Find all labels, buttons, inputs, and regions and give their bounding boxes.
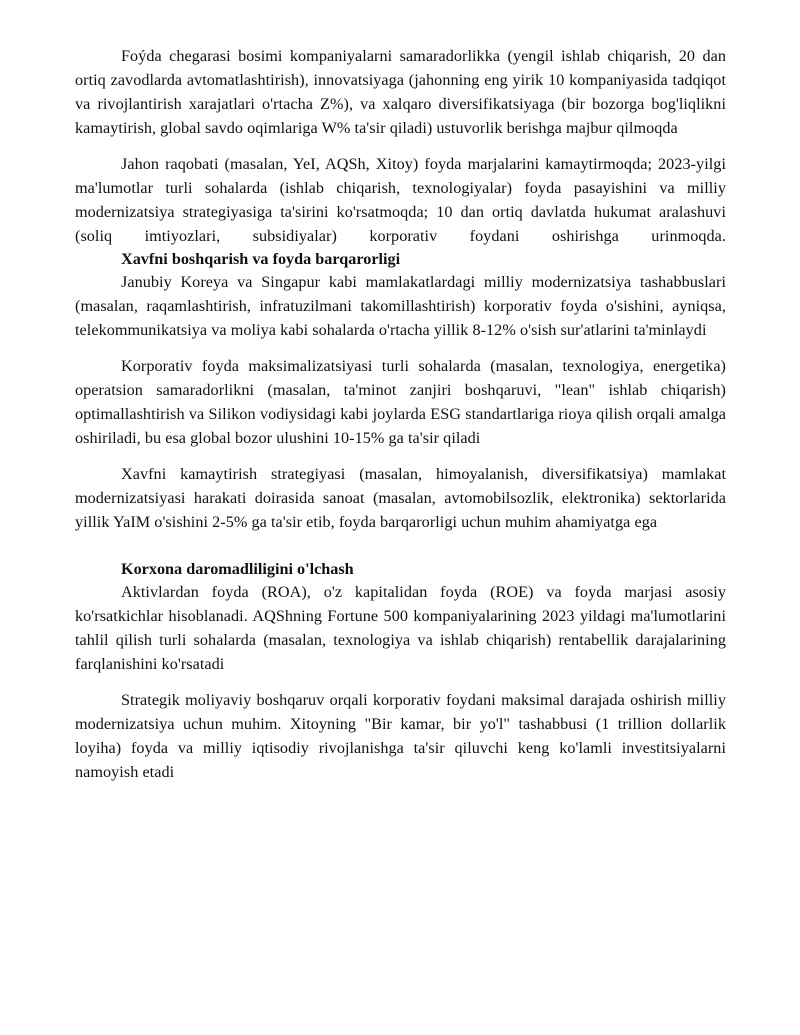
paragraph-profit-maximization: Korporativ foyda maksimalizatsiyasi turli sohalarda (masalan, texnologiya, energetika) operatsion samaradorlikni (masalan, ta'minot zanjiri boshqaruvi, "lean" ishlab chiqarish) optimallashtirish va Silikon vodiysidagi kabi joylarda ESG standartlariga rioya qilish orqali amalga oshiriladi, bu esa global bozor ulushini 10-15% ga ta'sir qiladi [75, 357, 726, 447]
paragraph-roa-roe: Aktivlardan foyda (ROA), o'z kapitalidan foyda (ROE) va foyda marjasi asosiy ko'rsatkichlar hisoblanadi. AQShning Fortune 500 kompaniyalarining 2023 yildagi ma'lumotlarini tahlil qilish turli sohalarda (masalan, texnologiya va ishlab chiqarish) rentabellik darajalarining farqlanishini ko'rsatadi [75, 583, 726, 673]
paragraph-global-competition: Jahon raqobati (masalan, YeI, AQSh, Xitoy) foyda marjalarini kamaytirmoqda; 2023-yilgi ma'lumotlar turli sohalarda (ishlab chiqarish, texnologiyalar) foyda pasayishini va milliy modernizatsiya strategiyasiga ta'sirini ko'rsatmoqda; 10 dan ortiq davlatda hukumat aralashuvi (soliq imtiyozlari, subsidiyalar) korporativ foydani oshirishga urinmoqda. [75, 155, 726, 245]
heading-risk-management: Xavfni boshqarish va foyda barqarorligi [121, 250, 401, 268]
paragraph-modernization-initiatives: Janubiy Koreya va Singapur kabi mamlakatlardagi milliy modernizatsiya tashabbuslari (masalan, raqamlashtirish, infratuzilmani takomillashtirish) korporativ foyda o'sishini, ayniqsa, telekommunikatsiya va moliya kabi sohalarda o'rtacha yillik 8-12% o'sish sur'atlarini ta'minlaydi [75, 273, 726, 339]
heading-profitability-measurement: Korxona daromadliligini o'lchash [121, 560, 354, 578]
paragraph-strategic-finance: Strategik moliyaviy boshqaruv orqali korporativ foydani maksimal darajada oshirish milliy modernizatsiya uchun muhim. Xitoyning "Bir kamar, bir yo'l" tashabbusi (1 trillion dollarlik loyiha) foyda va milliy iqtisodiy rivojlanishga ta'sir qiluvchi keng ko'lamli investitsiyalarni namoyish etadi [75, 691, 726, 781]
paragraph-profit-margin-pressure: Foýda chegarasi bosimi kompaniyalarni samaradorlikka (yengil ishlab chiqarish, 20 dan ortiq zavodlarda avtomatlashtirish), innovatsiyaga (jahonning eng yirik 10 kompaniyasida tadqiqot va rivojlantirish xarajatlari o'rtacha Z%), va xalqaro diversifikatsiyaga (bir bozorga bog'liqlikni kamaytirish, global savdo oqimlariga W% ta'sir qiladi) ustuvorlik berishga majbur qilmoqda [75, 47, 726, 137]
document-page [75, 44, 726, 784]
paragraph-risk-reduction: Xavfni kamaytirish strategiyasi (masalan, himoyalanish, diversifikatsiya) mamlakat modernizatsiyasi harakati doirasida sanoat (masalan, avtomobilsozlik, elektronika) sektorlarida yillik YaIM o'sishini 2-5% ga ta'sir etib, foyda barqarorligi uchun muhim ahamiyatga ega [75, 465, 726, 531]
